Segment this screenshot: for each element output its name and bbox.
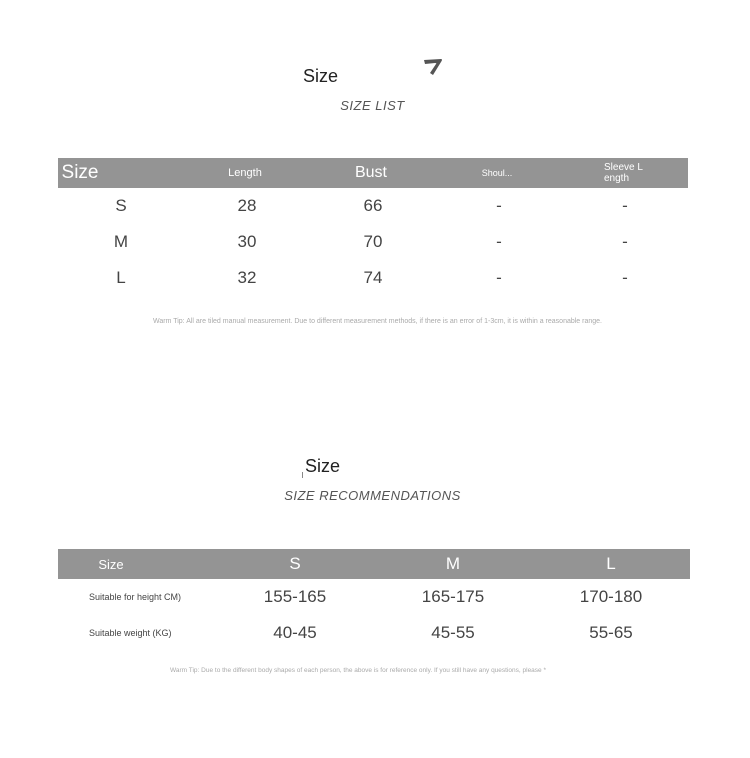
table-cell: 66 (363, 196, 383, 215)
table-cell: 70 (363, 232, 383, 251)
table-row (58, 260, 688, 296)
header-s: S (289, 554, 301, 573)
table-cell: 55-65 (589, 623, 633, 642)
header-size: Size (98, 556, 124, 572)
table-row (58, 188, 688, 224)
table-cell: 30 (237, 232, 257, 251)
decorative-hook-mark (422, 56, 444, 78)
header-m: M (445, 554, 461, 573)
decorative-tick (302, 472, 303, 478)
table-cell: - (496, 232, 502, 251)
header-bust: Bust (354, 164, 387, 181)
size-recommendations-header-row (58, 549, 690, 579)
table-cell: S (115, 196, 127, 215)
header-size: Size (61, 162, 99, 183)
table-cell: 170-180 (579, 587, 643, 606)
header-length: Length (228, 167, 262, 179)
size-list-warm-tip: Warm Tip: All are tiled manual measurement. Due to different measurement methods, if there is an error of 1-3cm, it is within a reasonable range. (153, 318, 602, 325)
table-row (58, 615, 690, 651)
table-row (58, 224, 688, 260)
size-recommendations-title: Size (305, 456, 341, 476)
table-cell: - (496, 268, 502, 287)
table-cell: 40-45 (273, 623, 317, 642)
size-list-title: Size (303, 66, 339, 86)
table-cell: 74 (363, 268, 383, 287)
table-cell: - (622, 268, 628, 287)
table-cell: 32 (237, 268, 257, 287)
row-label-weight: Suitable weight (KG) (89, 628, 172, 638)
row-label-height: Suitable for height CM) (89, 592, 182, 602)
header-shoulder: Shoul... (481, 168, 513, 178)
table-cell: 45-55 (431, 623, 475, 642)
size-recommendations-warm-tip: Warm Tip: Due to the different body shapes of each person, the above is for reference only. If you still have any questions, please * (169, 667, 546, 674)
table-row (58, 579, 690, 615)
table-cell: 155-165 (263, 587, 327, 606)
table-cell: - (622, 232, 628, 251)
header-l: L (606, 554, 616, 573)
header-sleeve-length: Sleeve L ength (604, 162, 643, 184)
table-cell: - (496, 196, 502, 215)
table-cell: - (622, 196, 628, 215)
table-cell: M (113, 232, 129, 251)
table-cell: 28 (237, 196, 257, 215)
table-cell: 165-175 (421, 587, 485, 606)
size-list-header-row (58, 158, 688, 188)
size-recommendations-subtitle: SIZE RECOMMENDATIONS (284, 488, 461, 503)
table-cell: L (116, 268, 126, 287)
size-list-subtitle: SIZE LIST (340, 98, 405, 113)
